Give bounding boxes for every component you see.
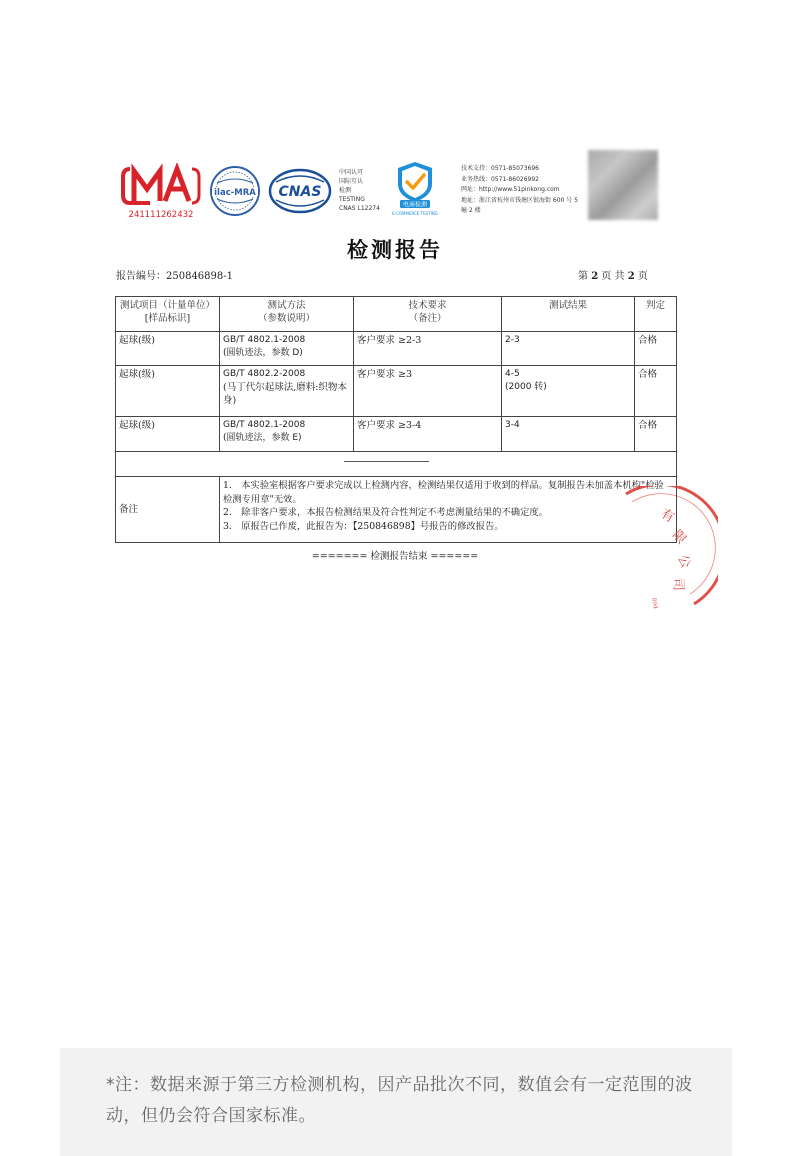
ecommerce-testing-logo [386, 160, 444, 218]
header-cell: 测试项目（计量单位） [样品标识] [116, 297, 220, 332]
remark-item: 2. 除非客户要求，本报告检测结果及符合性判定不考虑测量结果的不确定度。 [223, 507, 548, 518]
cell-judgement: 合格 [635, 417, 677, 452]
table-row [116, 417, 677, 452]
footer-note [60, 1048, 732, 1156]
cell-judgement: 合格 [635, 332, 677, 366]
cell-result: 4-5 (2000 转) [502, 366, 635, 417]
contact-line: 技术支持：0571-85073696 [461, 165, 539, 172]
contact-info [461, 164, 581, 217]
company-seal-stamp [608, 486, 718, 616]
cma-logo [120, 163, 202, 221]
report-title: 检测报告 [347, 237, 443, 262]
cell-method: GB/T 4802.1-2008 (圆轨迹法，参数 E) [220, 417, 354, 452]
table-blank-row [116, 452, 677, 477]
table-remarks-row [116, 477, 677, 543]
ecommerce-en: E-COMMERCE TESTING [392, 211, 438, 216]
cnas-caption-line: CNAS L12274 [339, 205, 380, 212]
contact-line: 地址：浙江省杭州市钱塘区银海街 600 号 5 [461, 196, 578, 204]
results-table [115, 296, 677, 543]
cell-result: 2-3 [502, 332, 635, 366]
page-mid: 页 共 [601, 271, 625, 282]
cell-method: GB/T 4802.2-2008 (马丁代尔起球法,磨料:织物本身) [220, 366, 354, 417]
remark-item: 1. 本实验室根据客户要求完成以上检测内容，检测结果仅适用于收到的样品。复制报告未加盖本机构"检验检测专用章"无效。 [223, 480, 664, 505]
contact-line: 业务热线：0571-86026992 [461, 175, 539, 183]
cell-item: 起球(级) [116, 332, 220, 366]
header-cell: 技术要求 （备注） [354, 297, 502, 332]
table-row [116, 332, 677, 366]
cell-item: 起球(级) [116, 366, 220, 417]
cnas-caption-line: 国际互认 [339, 178, 364, 185]
header-cell: 测试结果 [502, 297, 635, 332]
cnas-logo [268, 168, 332, 214]
footer-text: *注：数据来源于第三方检测机构，因产品批次不同，数值会有一定范围的波动，但仍会符合国家标准。 [106, 1075, 693, 1126]
cell-requirement: 客户要求 ≥3-4 [354, 417, 502, 452]
header-cell: 判定 [635, 297, 677, 332]
header-cell: 测试方法 （参数说明） [220, 297, 354, 332]
stamp-char: 限 [669, 527, 689, 548]
ecommerce-cn: 电商检测 [402, 201, 428, 209]
cell-requirement: 客户要求 ≥2-3 [354, 332, 502, 366]
qr-code-blurred [588, 150, 658, 220]
report-number: 报告编号：250846898-1 [116, 271, 234, 282]
page-indicator [578, 267, 648, 282]
stamp-char: 司 [670, 577, 686, 592]
blank-divider [344, 461, 429, 462]
cnas-caption-line: 检测 [339, 187, 352, 194]
table-row [116, 366, 677, 417]
stamp-number: 894 [650, 597, 659, 610]
cma-number: 241111262432 [128, 210, 194, 220]
ilac-mra-logo [209, 165, 261, 217]
cnas-text: CNAS [278, 184, 322, 200]
page-suffix: 页 [637, 271, 648, 282]
contact-line: 幢 2 楼 [461, 207, 481, 214]
cell-method: GB/T 4802.1-2008 (圆轨迹法，参数 D) [220, 332, 354, 366]
cell-item: 起球(级) [116, 417, 220, 452]
blank-cell [116, 452, 677, 477]
ilac-text: ilac-MRA [214, 188, 256, 198]
page-current: 2 [591, 271, 599, 282]
stamp-char: 公 [674, 552, 694, 571]
cnas-caption-line: 中国认可 [339, 169, 364, 176]
remark-item: 3. 原报告已作废，此报告为：【250846898】号报告的修改报告。 [223, 520, 504, 532]
stamp-char: 有 [658, 506, 677, 526]
cnas-caption-line: TESTING [339, 196, 365, 203]
cell-result: 3-4 [502, 417, 635, 452]
page-prefix: 第 [578, 271, 588, 282]
cnas-caption [339, 168, 380, 213]
cell-requirement: 客户要求 ≥3 [354, 366, 502, 417]
remarks-label: 备注 [116, 477, 220, 543]
cell-judgement: 合格 [635, 366, 677, 417]
report-end-line: ======= 检测报告结束 ====== [311, 551, 479, 562]
table-header-row [116, 297, 677, 332]
contact-line: 网址：http://www.51pinkong.com [461, 186, 560, 193]
page-total: 2 [627, 271, 635, 282]
